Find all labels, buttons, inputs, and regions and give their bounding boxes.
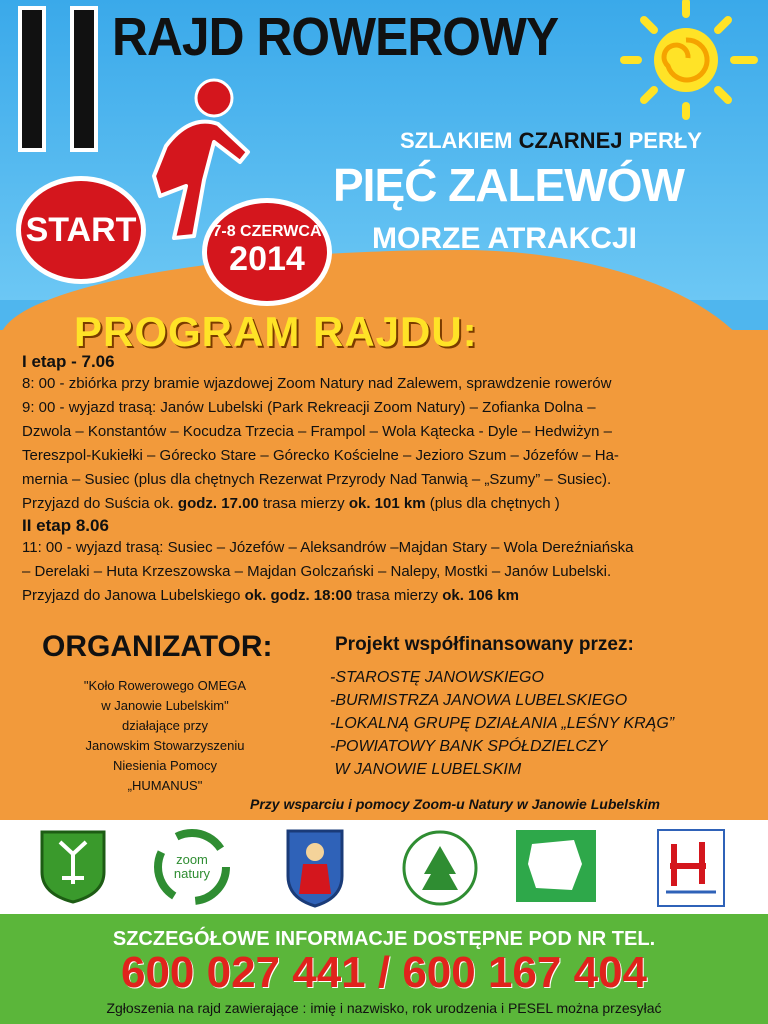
svg-text:natury: natury [173,866,211,881]
support-text: Przy wsparciu i pomocy Zoom-u Natury w Janowie Lubelskim [250,796,660,812]
organizer-text: "Koło Rowerowego OMEGA w Janowie Lubelskim" działające przy Janowskim Stowarzyszeniu Niesienia Pomocy „HUMANUS" [83,678,247,793]
program-line: Dzwola – Konstantów – Kocudza Trzecia – Frampol – Wola Kątecka - Dyle – Hedwiżyn – [22,423,612,440]
list-item: -LOKALNĄ GRUPĘ DZIAŁANIA „LEŚNY KRĄG” [330,715,675,732]
project-title: Projekt współfinansowany przez: [335,634,634,655]
registration-note: Zgłoszenia na rajd zawierające : imię i nazwisko, rok urodzenia i PESEL można przesyłać [106,1000,662,1016]
phone-numbers: 600 027 441 / 600 167 404 [120,948,648,997]
tagline: MORZE ATRAKCJI [372,222,637,255]
event-title: RAJD ROWEROWY [112,7,559,67]
lesny-krag-logo [398,828,482,908]
subtitle: SZLAKIEM CZARNEJ PERŁY [400,128,702,153]
project-list [330,666,674,781]
program-line: 8: 00 - zbiórka przy bramie wjazdowej Zoom Natury nad Zalewem, sprawdzenie rowerów [22,375,612,392]
list-item: -STAROSTĘ JANOWSKIEGO [330,669,544,686]
program-text [22,352,752,608]
list-item: W JANOWIE LUBELSKIM [330,761,522,778]
svg-text:zoom: zoom [176,852,208,867]
program-line: – Derelaki – Huta Krzeszowska – Majdan Golczański – Nalepy, Mostki – Janów Lubelski. [22,563,612,580]
info-heading: SZCZEGÓŁOWE INFORMACJE DOSTĘPNE POD NR TEL. [112,928,656,950]
program-line: Tereszpol-Kukiełki – Górecko Stare – Górecko Kościelne – Jezioro Szum – Józefów – Ha- [22,447,619,464]
list-item: -POWIATOWY BANK SPÓŁDZIELCZY [330,738,608,755]
zoom-natury-logo [150,828,234,906]
stage1-title: I etap - 7.06 [22,352,115,371]
program-line: Przyjazd do Suścia ok. godz. 17.00 trasa mierzy ok. 101 km (plus dla chętnych ) [22,495,560,512]
roman-numeral [18,6,100,152]
list-item: -BURMISTRZA JANOWA LUBELSKIEGO [330,692,628,709]
logos-strip [0,820,768,914]
date-year: 2014 [229,240,305,278]
headline: PIĘĆ ZALEWÓW [333,159,684,211]
town-crest-icon [285,828,345,908]
date-days: 7-8 CZERWCA [212,223,322,240]
program-line: mernia – Susiec (plus dla chętnych Rezerwat Przyrody Nad Tanwią – „Szumy” – Susiec). [22,471,612,488]
program-line: 11: 00 - wyjazd trasą: Susiec – Józefów – Aleksandrów –Majdan Stary – Wola Dereźniańska [22,539,634,556]
program-line: Przyjazd do Janowa Lubelskiego ok. godz. 18:00 trasa mierzy ok. 106 km [22,587,519,604]
start-badge: START [16,176,146,284]
humanus-logo [656,828,726,908]
county-crest-icon [38,828,108,904]
stage2-title: II etap 8.06 [22,516,109,535]
poland-map-logo [514,828,598,904]
organizer-title: ORGANIZATOR: [42,630,273,663]
program-line: 9: 00 - wyjazd trasą: Janów Lubelski (Park Rekreacji Zoom Natury) – Zofianka Dolna – [22,399,596,416]
sun-icon [604,0,768,120]
program-title: PROGRAM RAJDU: [74,308,478,355]
date-badge [202,198,332,306]
